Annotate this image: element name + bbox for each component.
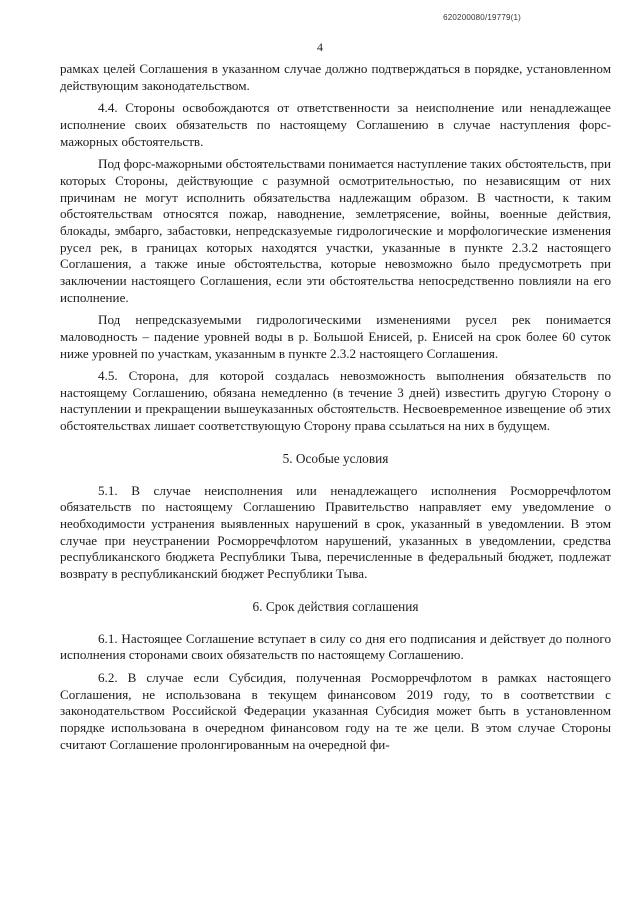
clause-6-2: 6.2. В случае если Субсидия, полученная Росморречфлотом в рамках настоящего Соглашения, не использована в текущем финансовом 2019 году, то в соответствии с законодательством Российской Федерации указанная Субсидия может быть в установленном порядке использована в очередном финансовом году на те же цели. В этом случае Стороны считают Соглашение пролонгированным на очередной фи-	[60, 670, 611, 752]
clause-5-1: 5.1. В случае неисполнения или ненадлежащего исполнения Росморречфлотом обязательств по настоящему Соглашению Правительство направляет ему уведомление о необходимости устранения выявленных нарушений в срок, указанный в уведомлении. В этом случае при неустранении Росморречфлотом нарушений, указанных в уведомлении, средства республиканского бюджета Республики Тыва, перечисленные в федеральный бюджет, подлежат возврату в республиканский бюджет Республики Тыва.	[60, 482, 611, 582]
page-number: 4	[317, 40, 323, 54]
clause-4-4: 4.4. Стороны освобождаются от ответственности за неисполнение или ненадлежащее исполнение своих обязательств по настоящему Соглашению в случае наступления форс-мажорных обстоятельств.	[60, 100, 611, 149]
paragraph-force-majeure-definition: Под форс-мажорными обстоятельствами понимается наступление таких обстоятельств, при которых Стороны, действующие с разумной осмотрительностью, по независящим от них причинам не могут исполнить обязательства надлежащим образом. В частности, к таким обстоятельствам относятся пожар, наводнение, землетрясение, войны, военные действия, блокады, эмбарго, забастовки, непредсказуемые гидрологические и морфологические изменения русел рек, в границах которых находятся участки, указанные в пункте 2.3.2 настоящего Соглашения, а также иные обстоятельства, которые невозможно было предусмотреть при заключении настоящего Соглашения, если эти обстоятельства непосредственно повлияли на его исполнение.	[60, 156, 611, 305]
clause-4-5: 4.5. Сторона, для которой создалась невозможность выполнения обязательств по настоящему Соглашению, обязана немедленно (в течение 3 дней) известить другую Сторону о наступлении и прекращении вышеуказанных обстоятельств. Несвоевременное извещение об этих обстоятельствах лишает соответствующую Сторону права ссылаться на них в будущем.	[60, 368, 611, 434]
paragraph-continuation: рамках целей Соглашения в указанном случае должно подтверждаться в порядке, установленном действующим законодательством.	[60, 61, 611, 93]
section-6-heading: 6. Срок действия соглашения	[252, 598, 419, 614]
clause-6-1: 6.1. Настоящее Соглашение вступает в силу со дня его подписания и действует до полного исполнения сторонами своих обязательств по настоящему Соглашению.	[60, 630, 611, 663]
section-5-heading: 5. Особые условия	[282, 450, 389, 466]
document-number: 620200080/19779(1)	[443, 13, 521, 22]
document-body	[60, 61, 611, 753]
paragraph-hydrological-changes: Под непредсказуемыми гидрологическими изменениями русел рек понимается маловодность – падение уровней воды в р. Большой Енисей, р. Енисей на срок более 60 суток ниже уровней по участкам, указанным в пункте 2.3.2 настоящего Соглашения.	[60, 312, 611, 361]
